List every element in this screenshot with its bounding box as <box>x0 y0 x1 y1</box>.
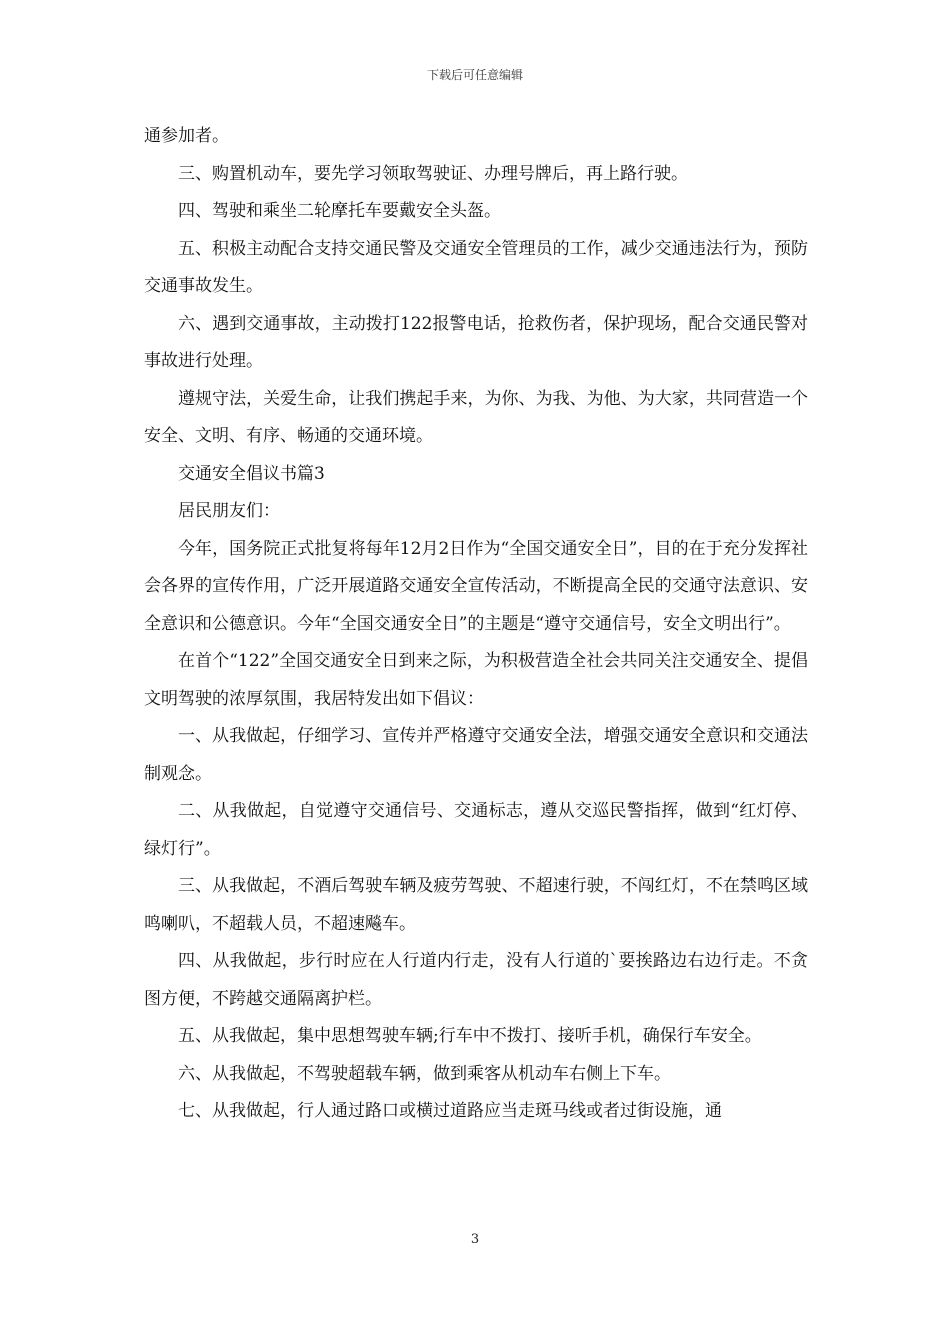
paragraph: 今年，国务院正式批复将每年12月2日作为“全国交通安全日”，目的在于充分发挥社会各界的宣传作用，广泛开展道路交通安全宣传活动，不断提高全民的交通守法意识、安全意识和公德意识。今年“全国交通安全日”的主题是“遵守交通信号，安全文明出行”。 <box>144 538 808 634</box>
paragraph: 一、从我做起，仔细学习、宣传并严格遵守交通安全法，增强交通安全意识和交通法制观念。 <box>144 726 808 784</box>
paragraph: 遵规守法，关爱生命，让我们携起手来，为你、为我、为他、为大家，共同营造一个安全、文明、有序、畅通的交通环境。 <box>144 388 808 446</box>
salutation: 居民朋友们： <box>178 501 280 521</box>
paragraph: 在首个“122”全国交通安全日到来之际，为积极营造全社会共同关注交通安全、提倡文明驾驶的浓厚氛围，我居特发出如下倡议： <box>144 651 808 709</box>
paragraph: 二、从我做起，自觉遵守交通信号、交通标志，遵从交巡民警指挥，做到“红灯停、绿灯行”。 <box>144 801 808 859</box>
page-number: 3 <box>470 1232 480 1247</box>
paragraph: 通参加者。 <box>144 126 229 146</box>
paragraph: 七、从我做起，行人通过路口或横过道路应当走斑马线或者过街设施，通 <box>178 1101 722 1121</box>
paragraph: 六、从我做起，不驾驶超载车辆，做到乘客从机动车右侧上下车。 <box>178 1063 671 1084</box>
paragraph: 三、购置机动车，要先学习领取驾驶证、办理号牌后，再上路行驶。 <box>178 163 688 184</box>
page-header: 下载后可任意编辑 <box>426 68 523 82</box>
paragraph: 五、从我做起，集中思想驾驶车辆;行车中不拨打、接听手机，确保行车安全。 <box>178 1026 762 1046</box>
document-body <box>144 118 808 1131</box>
paragraph: 四、从我做起，步行时应在人行道内行走，没有人行道的`要挨路边右边行走。不贪图方便，不跨越交通隔离护栏。 <box>144 951 808 1009</box>
paragraph: 四、驾驶和乘坐二轮摩托车要戴安全头盔。 <box>178 201 501 221</box>
section-heading: 交通安全倡议书篇3 <box>178 463 325 484</box>
paragraph: 三、从我做起，不酒后驾驶车辆及疲劳驾驶、不超速行驶，不闯红灯，不在禁鸣区域鸣喇叭，不超载人员，不超速飚车。 <box>144 876 808 934</box>
paragraph: 五、积极主动配合支持交通民警及交通安全管理员的工作，减少交通违法行为，预防交通事故发生。 <box>144 238 808 296</box>
paragraph: 六、遇到交通事故，主动拨打122报警电话，抢救伤者，保护现场，配合交通民警对事故进行处理。 <box>144 313 808 371</box>
